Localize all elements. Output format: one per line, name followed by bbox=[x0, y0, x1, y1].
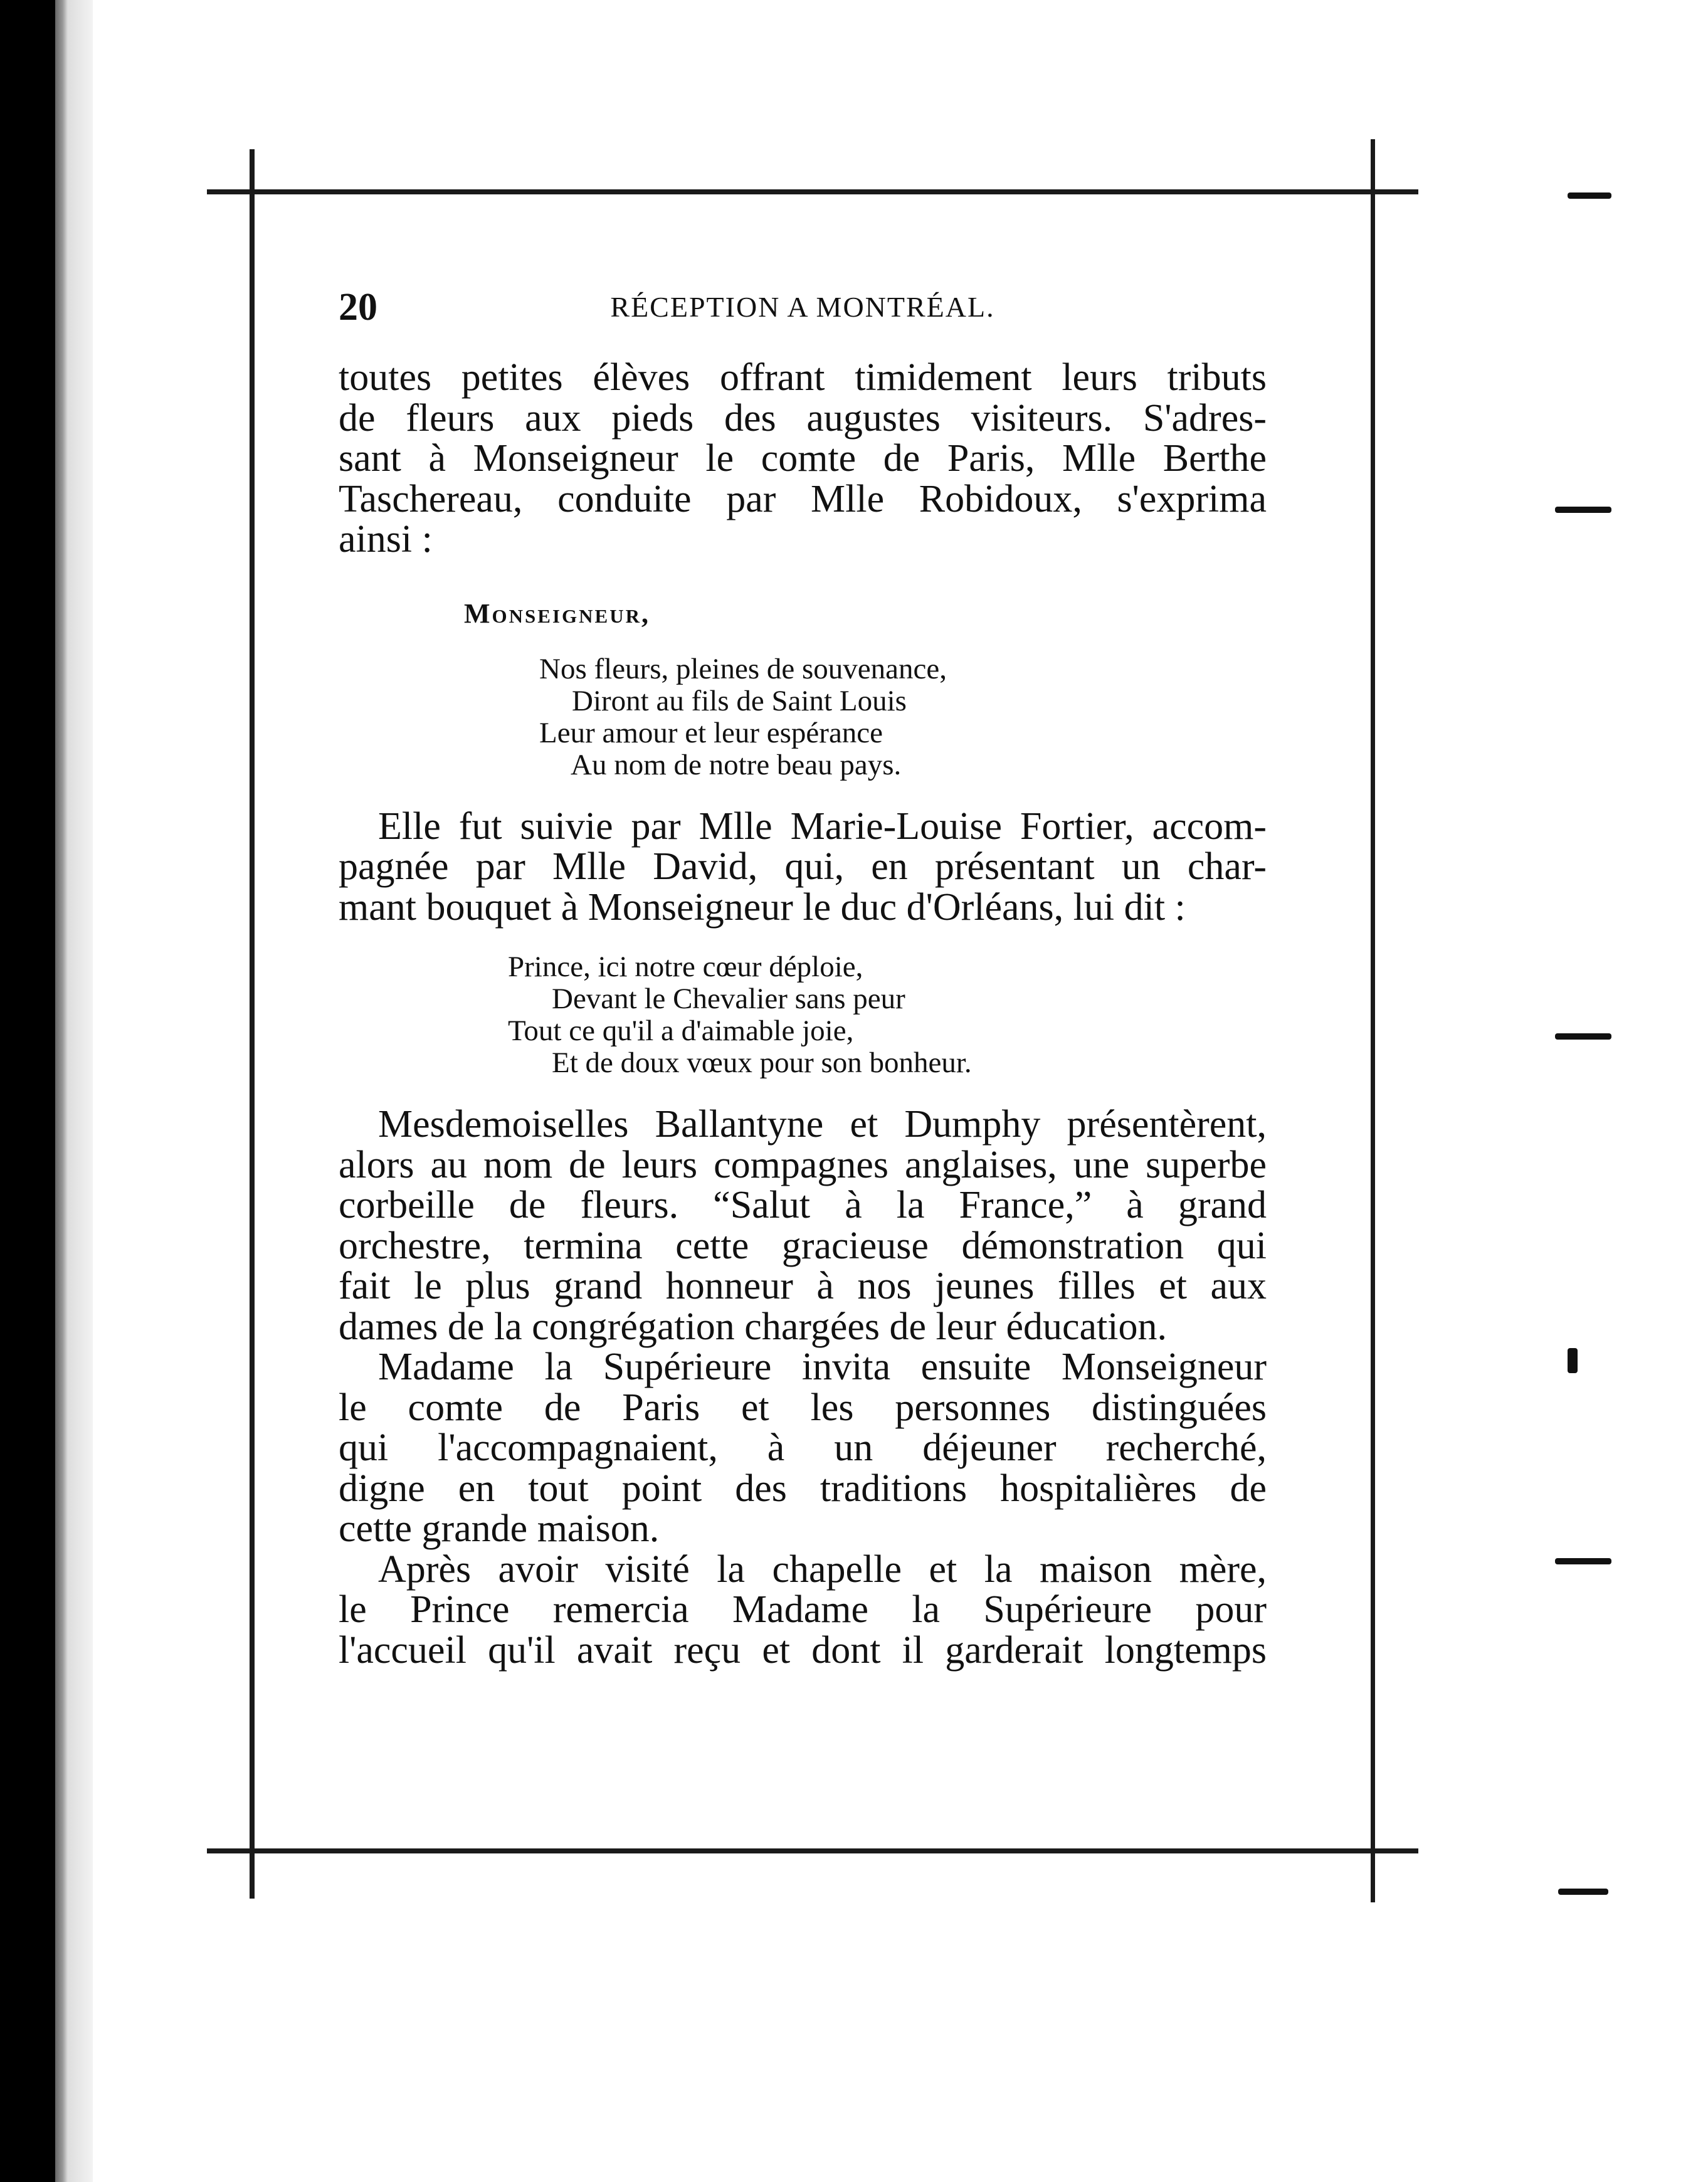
text-line: Après avoir visité la chapelle et la maison mère, bbox=[378, 1547, 1267, 1591]
frame-bottom-rule bbox=[207, 1848, 1418, 1853]
margin-tick-mark bbox=[1568, 192, 1611, 199]
verse-line: Tout ce qu'il a d'aimable joie, bbox=[508, 1015, 854, 1047]
paragraph-4 bbox=[339, 1347, 1267, 1549]
text-line: Taschereau, conduite par Mlle Robidoux, s'exprima bbox=[339, 477, 1267, 520]
text-line: orchestre, termina cette gracieuse démonstration qui bbox=[339, 1224, 1267, 1267]
page-gutter-shadow bbox=[55, 0, 93, 2182]
text-line: Madame la Supérieure invita ensuite Monseigneur bbox=[378, 1346, 1267, 1388]
page-number: 20 bbox=[339, 286, 377, 329]
text-line: Mesdemoiselles Ballantyne et Dumphy présentèrent, bbox=[378, 1103, 1267, 1146]
margin-tick-mark bbox=[1555, 1033, 1611, 1040]
text-line: mant bouquet à Monseigneur le duc d'Orléans, lui dit : bbox=[339, 885, 1186, 929]
verse-line: Et de doux vœux pour son bonheur. bbox=[552, 1046, 972, 1079]
verse-line: Devant le Chevalier sans peur bbox=[552, 983, 905, 1015]
verse-1 bbox=[539, 653, 1267, 781]
text-line: de fleurs aux pieds des augustes visiteurs. S'adres- bbox=[339, 396, 1267, 440]
book-spine-edge bbox=[0, 0, 55, 2182]
running-header bbox=[339, 285, 1267, 335]
text-line: alors au nom de leurs compagnes anglaises, une superbe bbox=[339, 1143, 1267, 1186]
text-line: qui l'accompagnaient, à un déjeuner recherché, bbox=[339, 1426, 1267, 1469]
salutation: Monseigneur, bbox=[464, 598, 650, 629]
text-line: dames de la congrégation chargées de leur éducation. bbox=[339, 1305, 1167, 1348]
text-line: pagnée par Mlle David, qui, en présentant un char- bbox=[339, 845, 1267, 888]
running-title: RÉCEPTION A MONTRÉAL. bbox=[610, 291, 995, 323]
verse-2 bbox=[508, 951, 1267, 1079]
frame-left-rule bbox=[250, 149, 255, 1899]
frame-top-rule bbox=[207, 189, 1418, 194]
paragraph-1 bbox=[339, 357, 1267, 560]
text-line: corbeille de fleurs. “Salut à la France,” à grand bbox=[339, 1184, 1267, 1226]
verse-line: Prince, ici notre cœur déploie, bbox=[508, 951, 863, 983]
text-line: cette grande maison. bbox=[339, 1507, 660, 1550]
margin-tick-mark bbox=[1558, 1889, 1608, 1895]
text-line: fait le plus grand honneur à nos jeunes filles et aux bbox=[339, 1265, 1267, 1307]
text-line: l'accueil qu'il avait reçu et dont il garderait longtemps bbox=[339, 1628, 1267, 1672]
text-line: sant à Monseigneur le comte de Paris, Mlle Berthe bbox=[339, 437, 1267, 480]
margin-tick-mark bbox=[1555, 1558, 1611, 1564]
margin-tick-mark bbox=[1555, 507, 1611, 513]
text-line: digne en tout point des traditions hospitalières de bbox=[339, 1467, 1267, 1510]
margin-tick-mark bbox=[1568, 1348, 1578, 1373]
page-body bbox=[339, 357, 1267, 1670]
paragraph-3 bbox=[339, 1104, 1267, 1347]
verse-line: Nos fleurs, pleines de souvenance, bbox=[539, 652, 947, 685]
verse-line: Au nom de notre beau pays. bbox=[571, 748, 902, 781]
text-line: ainsi : bbox=[339, 518, 433, 561]
paragraph-2 bbox=[339, 806, 1267, 928]
paragraph-5 bbox=[339, 1549, 1267, 1671]
verse-line: Leur amour et leur espérance bbox=[539, 716, 883, 749]
text-line: le comte de Paris et les personnes distinguées bbox=[339, 1386, 1267, 1429]
verse-line: Diront au fils de Saint Louis bbox=[572, 684, 907, 717]
text-line: le Prince remercia Madame la Supérieure pour bbox=[339, 1588, 1267, 1631]
frame-right-rule bbox=[1371, 139, 1375, 1902]
text-line: Elle fut suivie par Mlle Marie-Louise Fortier, accom- bbox=[378, 804, 1267, 848]
text-line: toutes petites élèves offrant timidement leurs tributs bbox=[339, 356, 1267, 399]
